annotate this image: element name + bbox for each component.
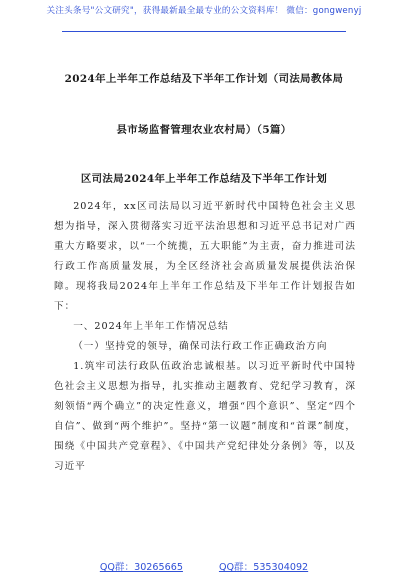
section-heading: 一、2024年上半年工作情况总结 — [73, 321, 229, 332]
footer — [0, 559, 408, 573]
intro-paragraph: 2024年，xx区司法局以习近平新时代中国特色社会主义思想为指导，深入贯彻落实习近平法治思想和习近平总书记对广西重大方略要求，以“一个统揽，五大职能”为主责，奋力推进司法行政工作高质量发展，为全区经济社会高质量发展提供法治保障。现将我局2024年上半年工作总结及下半年工作计划报告如下： — [54, 201, 356, 312]
body-paragraph: 1.筑牢司法行政队伍政治忠诚根基。以习近平新时代中国特色社会主义思想为指导，扎实推动主题教育、党纪学习教育，深刻领悟“两个确立”的决定性意义，增强“四个意识”、坚定“四个自信”、做到“两个维护”。坚持“第一议题”制度和“首课”制度，围绕《中国共产党章程》、《中国共产党纪律处分条例》等，以及习近平 — [54, 361, 356, 472]
subsection-heading: （一）坚持党的领导，确保司法行政工作正确政治方向 — [73, 341, 328, 352]
qq-group-link-1[interactable]: QQ群：30265665 — [99, 562, 183, 573]
document-body — [54, 197, 356, 477]
qq-group-link-2[interactable]: QQ群：535304092 — [218, 562, 309, 573]
document-title-line1: 2024年上半年工作总结及下半年工作计划（司法局教体局 — [64, 73, 344, 85]
banner-text: 关注头条号"公文研究"，获得最新最全最专业的公文资料库！ 微信：gongwenyj — [46, 6, 362, 16]
banner-divider — [62, 31, 346, 32]
document-title-line2: 县市场监督管理农业农村局）（5篇） — [116, 124, 292, 136]
top-banner — [0, 4, 408, 16]
document-subtitle: 区司法局2024年上半年工作总结及下半年工作计划 — [80, 173, 328, 185]
